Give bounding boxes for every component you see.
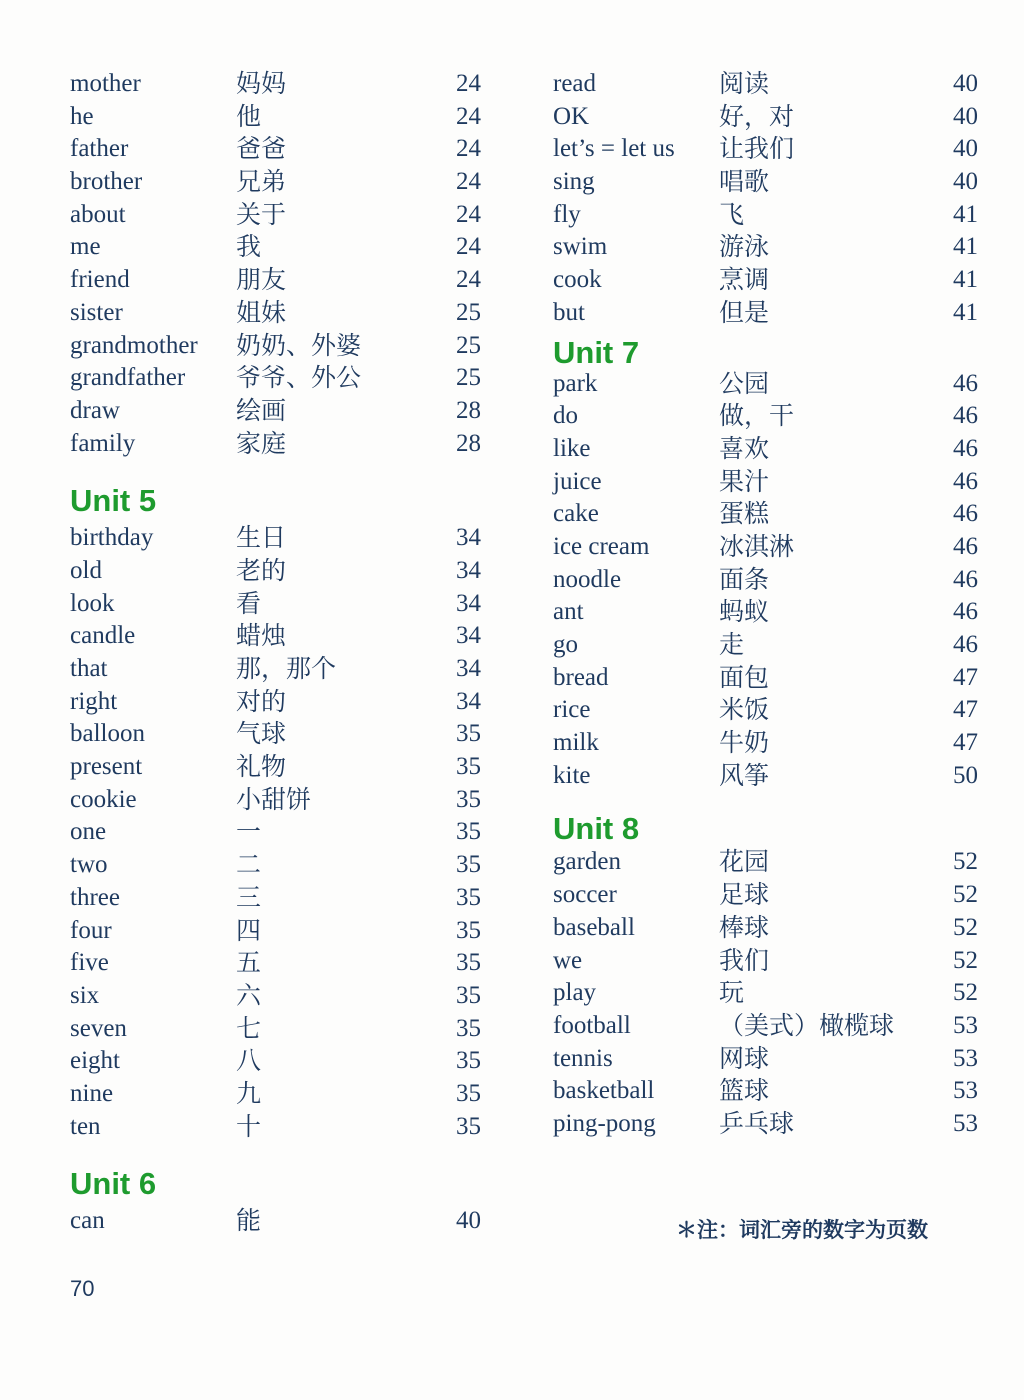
english-word: six <box>70 981 100 1009</box>
chinese-meaning: 五 <box>236 948 262 978</box>
vocab-row <box>553 879 978 912</box>
vocab-row <box>553 1075 978 1108</box>
vocab-row <box>70 849 500 882</box>
vocab-row <box>553 101 978 134</box>
chinese-meaning: 走 <box>719 630 745 659</box>
vocab-row <box>70 1111 500 1144</box>
page-ref: 35 <box>456 949 481 977</box>
english-word: baseball <box>553 913 635 941</box>
chinese-meaning: 喜欢 <box>719 433 770 463</box>
vocab-row <box>553 662 978 695</box>
chinese-meaning: 关于 <box>236 199 287 229</box>
chinese-meaning: 老的 <box>236 555 287 585</box>
chinese-meaning: 八 <box>236 1046 262 1076</box>
vocab-row <box>70 555 500 588</box>
english-word: one <box>70 818 107 846</box>
english-word: play <box>553 979 597 1007</box>
english-word: fly <box>553 200 581 228</box>
vocab-row <box>70 915 500 948</box>
english-word: me <box>70 233 101 261</box>
chinese-meaning: 姐妹 <box>236 297 287 327</box>
page-ref: 40 <box>456 1207 481 1235</box>
vocab-row <box>70 264 500 297</box>
vocab-row <box>553 133 978 166</box>
vocab-row <box>553 498 978 531</box>
chinese-meaning: 唱歌 <box>719 167 770 197</box>
chinese-meaning: 面包 <box>719 662 770 692</box>
vocab-row <box>70 784 500 817</box>
english-word: nine <box>70 1079 114 1107</box>
page-ref: 35 <box>456 981 481 1009</box>
vocab-row <box>553 231 978 264</box>
page-ref: 24 <box>456 233 481 261</box>
chinese-meaning: 我们 <box>719 945 770 975</box>
english-word: he <box>70 102 94 130</box>
chinese-meaning: 花园 <box>719 847 770 877</box>
page-number: 70 <box>70 1276 95 1301</box>
vocab-row <box>70 882 500 915</box>
page-ref: 35 <box>456 883 481 911</box>
page-ref: 25 <box>456 364 481 392</box>
chinese-meaning: 能 <box>236 1206 262 1236</box>
page-ref: 46 <box>953 434 978 462</box>
chinese-meaning: 蛋糕 <box>719 499 770 529</box>
chinese-meaning: 对的 <box>236 686 287 716</box>
page-ref: 40 <box>953 168 978 196</box>
right-vocab-column <box>553 68 978 1141</box>
chinese-meaning: 礼物 <box>236 752 287 782</box>
vocab-row <box>553 466 978 499</box>
vocab-row <box>70 1205 500 1238</box>
page-ref: 41 <box>953 298 978 326</box>
page-ref: 35 <box>456 1014 481 1042</box>
english-word: OK <box>553 102 590 130</box>
vocab-row <box>553 68 978 101</box>
chinese-meaning: 但是 <box>719 297 770 327</box>
vocab-row <box>70 620 500 653</box>
page-ref: 24 <box>456 102 481 130</box>
chinese-meaning: 那，那个 <box>236 654 337 683</box>
chinese-meaning: 公园 <box>719 368 770 398</box>
english-word: about <box>70 200 126 228</box>
page-ref: 34 <box>456 524 481 552</box>
page-ref: 34 <box>456 622 481 650</box>
chinese-meaning: 看 <box>236 588 262 618</box>
vocab-row <box>553 760 978 793</box>
english-word: grandfather <box>70 364 186 392</box>
vocab-row <box>553 531 978 564</box>
chinese-meaning: 二 <box>236 850 262 880</box>
page-ref: 28 <box>456 429 481 457</box>
vocab-row <box>70 653 500 686</box>
vocab-row <box>553 912 978 945</box>
english-word: that <box>70 655 108 682</box>
page-ref: 40 <box>953 135 978 163</box>
chinese-meaning: 家庭 <box>236 428 287 458</box>
english-word: look <box>70 589 115 617</box>
vocab-row <box>553 199 978 232</box>
chinese-meaning: 篮球 <box>719 1076 770 1106</box>
vocab-row <box>70 133 500 166</box>
vocab-row <box>70 1045 500 1078</box>
vocab-row <box>70 101 500 134</box>
page-ref: 46 <box>953 631 978 658</box>
vocab-row <box>70 588 500 621</box>
chinese-meaning: 米饭 <box>719 695 770 725</box>
english-word: milk <box>553 729 599 757</box>
english-word: ping-pong <box>553 1109 656 1137</box>
vocab-row <box>553 564 978 597</box>
vocab-row <box>553 1043 978 1076</box>
chinese-meaning: 玩 <box>719 978 745 1008</box>
english-word: ice cream <box>553 532 650 560</box>
page-ref: 35 <box>456 753 481 781</box>
english-word: football <box>553 1011 631 1039</box>
english-word: park <box>553 369 598 397</box>
english-word: but <box>553 298 585 326</box>
page-ref: 52 <box>953 979 978 1007</box>
chinese-meaning: 飞 <box>719 199 745 229</box>
page-ref: 24 <box>456 200 481 228</box>
chinese-meaning: 蚂蚁 <box>719 597 770 627</box>
vocab-row <box>70 395 500 428</box>
english-word: candle <box>70 622 136 650</box>
page-footnote: ＊注：词汇旁的数字为页数 <box>676 1218 928 1242</box>
english-word: ten <box>70 1112 101 1140</box>
page-ref: 35 <box>456 818 481 846</box>
chinese-meaning: 气球 <box>236 719 287 749</box>
page-ref: 53 <box>953 1077 978 1105</box>
english-word: bread <box>553 663 609 691</box>
page-ref: 24 <box>456 168 481 196</box>
page-ref: 34 <box>456 655 481 682</box>
chinese-meaning: 面条 <box>719 564 770 594</box>
english-word: go <box>553 631 578 658</box>
english-word: birthday <box>70 524 154 552</box>
english-word: juice <box>553 467 602 495</box>
unit6-word-list-right <box>553 68 978 330</box>
vocab-row <box>70 1078 500 1111</box>
english-word: four <box>70 916 112 944</box>
vocab-row <box>70 816 500 849</box>
chinese-meaning: 让我们 <box>719 134 795 164</box>
vocab-row <box>553 264 978 297</box>
english-word: basketball <box>553 1077 655 1105</box>
page-ref: 52 <box>953 946 978 974</box>
chinese-meaning: 网球 <box>719 1043 770 1073</box>
chinese-meaning: 兄弟 <box>236 167 287 197</box>
english-word: like <box>553 434 591 462</box>
chinese-meaning: 阅读 <box>719 69 770 98</box>
unit6-word-list-left <box>70 1205 500 1238</box>
page-ref: 34 <box>456 556 481 584</box>
unit8-heading: Unit 8 <box>553 811 640 847</box>
page-ref: 53 <box>953 1044 978 1072</box>
english-word: balloon <box>70 720 145 748</box>
left-vocab-column <box>70 68 500 1238</box>
vocab-row <box>553 846 978 879</box>
chinese-meaning: 好，对 <box>719 101 795 131</box>
page-ref: 52 <box>953 848 978 876</box>
vocab-row <box>70 166 500 199</box>
english-word: cookie <box>70 785 137 813</box>
vocab-row <box>70 751 500 784</box>
english-word: sister <box>70 298 123 326</box>
vocab-row <box>70 522 500 555</box>
english-word: tennis <box>553 1044 613 1072</box>
vocab-row <box>553 1108 978 1141</box>
unit4-word-list <box>70 68 500 460</box>
english-word: garden <box>553 848 622 876</box>
page-ref: 53 <box>953 1011 978 1039</box>
chinese-meaning: （美式）橄榄球 <box>719 1010 895 1040</box>
english-word: old <box>70 556 102 584</box>
chinese-meaning: 游泳 <box>719 232 770 262</box>
english-word: soccer <box>553 881 617 909</box>
page-ref: 53 <box>953 1109 978 1137</box>
chinese-meaning: 棒球 <box>719 912 770 942</box>
vocab-row <box>70 330 500 363</box>
english-word: swim <box>553 233 608 261</box>
english-word: grandmother <box>70 331 198 359</box>
vocab-row <box>553 166 978 199</box>
vocab-row <box>70 297 500 330</box>
english-word: noodle <box>553 565 622 593</box>
page-ref: 35 <box>456 1112 481 1140</box>
english-word: mother <box>70 70 141 97</box>
page-ref: 52 <box>953 913 978 941</box>
chinese-meaning: 四 <box>236 915 262 945</box>
english-word: friend <box>70 266 130 294</box>
page-ref: 47 <box>953 663 978 691</box>
page-ref: 41 <box>953 200 978 228</box>
page-ref: 52 <box>953 881 978 909</box>
vocab-row <box>70 1013 500 1046</box>
english-word: two <box>70 851 108 879</box>
english-word: cook <box>553 266 602 294</box>
page-ref: 47 <box>953 729 978 757</box>
english-word: rice <box>553 696 591 724</box>
page-ref: 25 <box>456 298 481 326</box>
chinese-meaning: 九 <box>236 1078 262 1108</box>
chinese-meaning: 爸爸 <box>236 134 287 164</box>
english-word: right <box>70 687 118 715</box>
vocab-row <box>553 368 978 401</box>
english-word: read <box>553 70 597 97</box>
english-word: brother <box>70 168 143 196</box>
chinese-meaning: 风筝 <box>719 760 770 790</box>
chinese-meaning: 绘画 <box>236 395 287 425</box>
english-word: ant <box>553 598 584 626</box>
page-ref: 35 <box>456 851 481 879</box>
vocab-row <box>553 400 978 433</box>
page-ref: 25 <box>456 331 481 359</box>
vocab-row <box>70 980 500 1013</box>
page-ref: 35 <box>456 720 481 748</box>
vocab-row <box>553 977 978 1010</box>
page-ref: 46 <box>953 467 978 495</box>
english-word: draw <box>70 396 120 424</box>
english-word: do <box>553 402 578 430</box>
vocab-row <box>70 362 500 395</box>
english-word: can <box>70 1207 105 1235</box>
vocab-row <box>553 727 978 760</box>
chinese-meaning: 冰淇淋 <box>719 531 795 561</box>
english-word: seven <box>70 1014 127 1042</box>
vocab-row <box>553 596 978 629</box>
vocab-row <box>70 231 500 264</box>
page-ref: 50 <box>953 761 978 789</box>
vocab-row <box>553 433 978 466</box>
page-ref: 46 <box>953 532 978 560</box>
chinese-meaning: 妈妈 <box>236 69 287 98</box>
page-ref: 46 <box>953 500 978 528</box>
vocab-row <box>70 428 500 461</box>
chinese-meaning: 做，干 <box>719 401 795 431</box>
page-ref: 28 <box>456 396 481 424</box>
page-ref: 47 <box>953 696 978 724</box>
vocab-row <box>70 947 500 980</box>
english-word: father <box>70 135 129 163</box>
english-word: three <box>70 883 120 911</box>
vocab-row <box>553 297 978 330</box>
english-word: family <box>70 429 136 457</box>
vocab-row <box>553 1010 978 1043</box>
english-word: eight <box>70 1047 120 1075</box>
chinese-meaning: 奶奶、外婆 <box>236 330 362 360</box>
unit5-heading: Unit 5 <box>70 483 157 519</box>
english-word: five <box>70 949 109 977</box>
chinese-meaning: 烹调 <box>719 265 770 295</box>
page-ref: 34 <box>456 589 481 617</box>
chinese-meaning: 他 <box>236 101 262 131</box>
chinese-meaning: 爷爷、外公 <box>236 363 362 393</box>
chinese-meaning: 足球 <box>719 880 770 910</box>
unit8-word-list <box>553 846 978 1140</box>
page-ref: 35 <box>456 1047 481 1075</box>
english-word: kite <box>553 761 591 789</box>
chinese-meaning: 七 <box>236 1013 262 1043</box>
vocab-row <box>70 68 500 101</box>
chinese-meaning: 六 <box>236 980 262 1010</box>
vocab-row <box>553 694 978 727</box>
page-ref: 46 <box>953 565 978 593</box>
chinese-meaning: 小甜饼 <box>236 784 312 814</box>
english-word: sing <box>553 168 595 196</box>
english-word: we <box>553 946 583 974</box>
page-ref: 41 <box>953 233 978 261</box>
page-ref: 40 <box>953 70 978 97</box>
chinese-meaning: 一 <box>236 817 262 847</box>
unit5-word-list <box>70 522 500 1143</box>
unit7-heading: Unit 7 <box>553 334 640 370</box>
page-ref: 35 <box>456 785 481 813</box>
vocab-row <box>553 629 978 662</box>
page-ref: 41 <box>953 266 978 294</box>
unit6-heading: Unit 6 <box>70 1166 157 1202</box>
chinese-meaning: 牛奶 <box>719 728 770 758</box>
page-ref: 24 <box>456 135 481 163</box>
vocab-row <box>553 945 978 978</box>
page-ref: 46 <box>953 598 978 626</box>
page-ref: 46 <box>953 402 978 430</box>
chinese-meaning: 蜡烛 <box>236 621 287 651</box>
chinese-meaning: 三 <box>236 882 262 912</box>
vocab-row <box>70 686 500 719</box>
page-ref: 35 <box>456 1079 481 1107</box>
page-ref: 34 <box>456 687 481 715</box>
page-ref: 35 <box>456 916 481 944</box>
english-word: present <box>70 753 143 781</box>
chinese-meaning: 果汁 <box>719 466 770 496</box>
vocab-row <box>70 199 500 232</box>
vocab-row <box>70 718 500 751</box>
chinese-meaning: 朋友 <box>236 265 287 295</box>
chinese-meaning: 我 <box>236 232 262 262</box>
chinese-meaning: 乒乓球 <box>719 1108 795 1138</box>
unit7-word-list <box>553 368 978 793</box>
english-word: let’s = let us <box>553 135 675 163</box>
page-ref: 46 <box>953 369 978 397</box>
page-ref: 24 <box>456 70 481 97</box>
page-ref: 24 <box>456 266 481 294</box>
chinese-meaning: 十 <box>236 1111 262 1141</box>
english-word: cake <box>553 500 599 528</box>
chinese-meaning: 生日 <box>236 523 287 553</box>
page-ref: 40 <box>953 102 978 130</box>
